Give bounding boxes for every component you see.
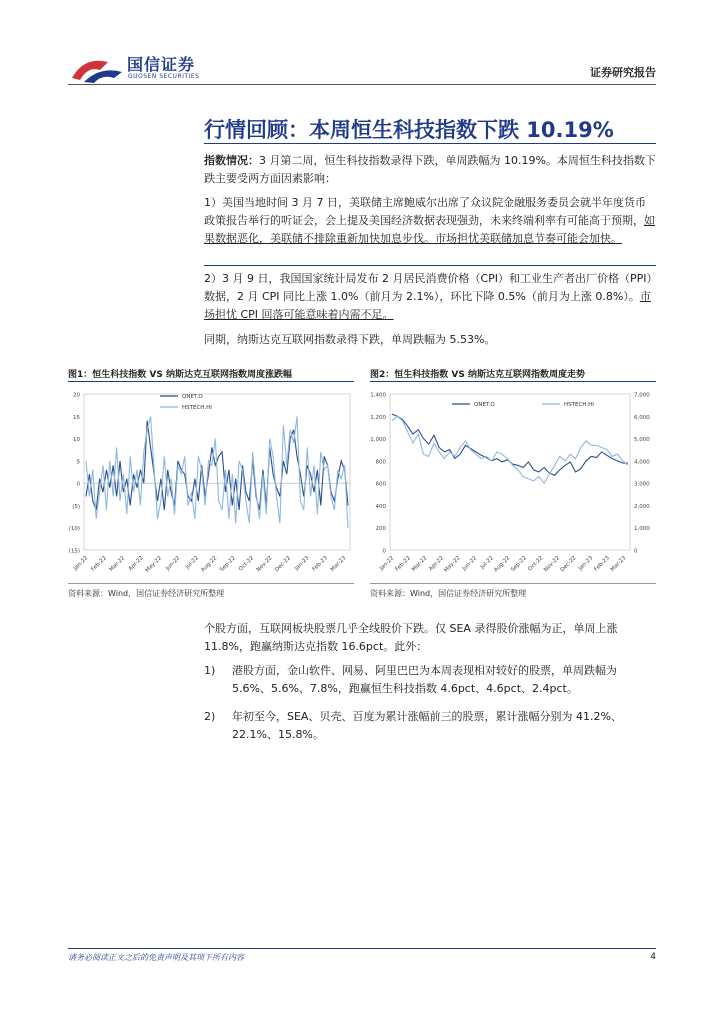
x-tick-label: Feb-22 bbox=[90, 555, 108, 573]
series-line-hstech-hi bbox=[392, 416, 628, 483]
plot-frame bbox=[390, 394, 630, 550]
page-headline: 行情回顾：本周恒生科技指数下跌 10.19% bbox=[204, 118, 614, 142]
headline-divider bbox=[204, 143, 656, 144]
figure2-title: 图2：恒生科技指数 VS 纳斯达克互联网指数周度走势 bbox=[370, 370, 585, 380]
y-tick-label-right: 3,000 bbox=[634, 481, 650, 488]
logo-name-cn: 国信证券 bbox=[127, 55, 196, 74]
point2-text: 2）3 月 9 日，我国国家统计局发布 2 月居民消费价格（CPI）和工业生产者出厂价格（PPI）数据，2 月 CPI 同比上涨 1.0%（前月为 2.1%），环比下降 0.5%（前月为上涨 0.8%）。 bbox=[204, 272, 653, 303]
point1-emphasis: 如果数据恶化，美联储不排除重新加快加息步伐。市场担忧美联储加息节奏可能会加快。 bbox=[204, 214, 655, 245]
figure2-chart bbox=[370, 384, 656, 580]
x-tick-label: Mar-22 bbox=[410, 555, 429, 573]
point1-paragraph bbox=[204, 194, 656, 248]
x-tick-label: Feb-23 bbox=[311, 555, 329, 573]
x-tick-label: Apr-22 bbox=[428, 555, 446, 573]
x-tick-label: Jan-23 bbox=[293, 555, 311, 572]
y-tick-label: 1,200 bbox=[370, 414, 386, 421]
figure1-source: 资料来源：Wind，国信证券经济研究所整理 bbox=[68, 589, 225, 598]
x-tick-label: May-22 bbox=[144, 555, 164, 574]
y-tick-label-right: 0 bbox=[634, 548, 638, 555]
figure1-chart bbox=[68, 384, 354, 580]
x-tick-label: Dec-22 bbox=[559, 555, 578, 574]
list-item-number: 2) bbox=[204, 710, 216, 723]
x-tick-label: Oct-22 bbox=[527, 555, 545, 573]
x-tick-label: Feb-22 bbox=[394, 555, 412, 573]
logo-name-en: GUOSEN SECURITIES bbox=[128, 73, 200, 80]
x-tick-label: Mar-23 bbox=[329, 555, 348, 573]
figure1-title-rule bbox=[68, 381, 354, 382]
x-tick-label: Jan-22 bbox=[378, 555, 396, 572]
stocks-list-item bbox=[204, 662, 656, 698]
x-tick-label: Sep-22 bbox=[218, 555, 237, 574]
figure2-bottom-rule bbox=[370, 583, 656, 584]
x-tick-label: Feb-23 bbox=[593, 555, 611, 573]
list-item-text: 港股方面，金山软件、网易、阿里巴巴为本周表现相对较好的股票，单周跌幅为 5.6%、5.6%、7.8%，跑赢恒生科技指数 4.6pct、4.6pct、2.4pct。 bbox=[232, 664, 617, 695]
legend-label: QNET.O bbox=[474, 402, 495, 408]
point1-divider bbox=[204, 265, 656, 266]
y-tick-label: (15) bbox=[68, 548, 80, 555]
y-tick-label-right: 1,000 bbox=[634, 526, 650, 533]
footer-disclaimer: 请务必阅读正文之后的免责声明及其项下所有内容 bbox=[68, 953, 244, 962]
intro-paragraph bbox=[204, 152, 656, 188]
report-type-label: 证券研究报告 bbox=[590, 66, 656, 79]
x-tick-label: Aug-22 bbox=[493, 555, 512, 574]
guosen-logo-icon bbox=[70, 52, 124, 84]
page-number: 4 bbox=[650, 952, 656, 962]
nasdaq-note: 同期，纳斯达克互联网指数录得下跌，单周跌幅为 5.53%。 bbox=[204, 333, 496, 346]
legend-label: HSTECH.HI bbox=[182, 405, 212, 411]
x-tick-label: Mar-22 bbox=[108, 555, 127, 573]
y-tick-label: 20 bbox=[73, 392, 80, 399]
stocks-list-item bbox=[204, 708, 656, 744]
stocks-paragraph bbox=[204, 620, 656, 656]
stocks-intro: 个股方面，互联网板块股票几乎全线股价下跌。仅 SEA 录得股价涨幅为正，单周上涨 11.8%，跑赢纳斯达克指数 16.6pct。此外： bbox=[204, 622, 618, 653]
point2-paragraph bbox=[204, 270, 656, 324]
y-tick-label-right: 2,000 bbox=[634, 503, 650, 510]
y-tick-label: 600 bbox=[375, 481, 386, 488]
y-tick-label-right: 7,000 bbox=[634, 392, 650, 399]
intro-text: 3 月第二周，恒生科技指数录得下跌，单周跌幅为 10.19%。本周恒生科技指数下跌主要受两方面因素影响： bbox=[204, 154, 656, 185]
y-tick-label: 15 bbox=[73, 414, 80, 421]
x-tick-label: Oct-22 bbox=[237, 555, 256, 573]
point1-text: 1）美国当地时间 3 月 7 日，美联储主席鲍威尔出席了众议院金融服务委员会就半年度货币政策报告举行的听证会，会上提及美国经济数据表现强劲，未来终端利率有可能高于预期， bbox=[204, 196, 646, 227]
list-item-number: 1) bbox=[204, 664, 216, 677]
x-tick-label: Jun-22 bbox=[164, 555, 182, 572]
x-tick-label: Aug-22 bbox=[200, 555, 219, 574]
y-tick-label: (10) bbox=[68, 526, 80, 533]
x-tick-label: Jan-23 bbox=[577, 555, 595, 572]
point2-emphasis: 市场担忧 CPI 回落可能意味着内需不足。 bbox=[204, 290, 651, 321]
legend-label: QNET.O bbox=[182, 394, 203, 400]
x-tick-label: Dec-22 bbox=[273, 555, 293, 574]
x-tick-label: Nov-22 bbox=[255, 555, 274, 574]
x-tick-label: Jul-22 bbox=[184, 555, 200, 571]
list-item-text: 年初至今，SEA、贝壳、百度为累计涨幅前三的股票，累计涨幅分别为 41.2%、22.1%、15.8%。 bbox=[232, 710, 622, 741]
figure2-title-rule bbox=[370, 381, 656, 382]
x-tick-label: Sep-22 bbox=[510, 555, 528, 574]
header-divider bbox=[68, 84, 656, 85]
legend-label: HSTECH.HI bbox=[564, 402, 594, 408]
y-tick-label-right: 4,000 bbox=[634, 459, 650, 466]
y-tick-label: 0 bbox=[76, 481, 80, 488]
y-tick-label: 200 bbox=[375, 526, 386, 533]
x-tick-label: Mar-23 bbox=[609, 555, 628, 573]
y-tick-label-right: 5,000 bbox=[634, 437, 650, 444]
figure2-source: 资料来源：Wind，国信证券经济研究所整理 bbox=[370, 589, 527, 598]
y-tick-label: 1,000 bbox=[370, 437, 386, 444]
figure1-bottom-rule bbox=[68, 583, 354, 584]
series-line-hstech-hi bbox=[86, 416, 348, 527]
x-tick-label: May-22 bbox=[443, 555, 462, 574]
figure1-title: 图1：恒生科技指数 VS 纳斯达克互联网指数周度涨跌幅 bbox=[68, 370, 292, 380]
footer-divider bbox=[68, 948, 656, 949]
x-tick-label: Jan-22 bbox=[72, 555, 90, 572]
y-tick-label: 0 bbox=[382, 548, 386, 555]
intro-label: 指数情况： bbox=[204, 154, 259, 167]
y-tick-label-right: 6,000 bbox=[634, 414, 650, 421]
y-tick-label: 10 bbox=[73, 437, 80, 444]
y-tick-label: (5) bbox=[72, 503, 80, 510]
y-tick-label: 800 bbox=[375, 459, 386, 466]
y-tick-label: 1,400 bbox=[370, 392, 386, 399]
nasdaq-note-paragraph bbox=[204, 331, 656, 349]
y-tick-label: 5 bbox=[76, 459, 80, 466]
series-line-qnet-o bbox=[392, 414, 628, 475]
x-tick-label: Nov-22 bbox=[543, 555, 562, 574]
x-tick-label: Jun-22 bbox=[461, 555, 479, 572]
x-tick-label: Jul-22 bbox=[479, 555, 495, 571]
y-tick-label: 400 bbox=[375, 503, 386, 510]
x-tick-label: Apr-22 bbox=[127, 555, 145, 573]
